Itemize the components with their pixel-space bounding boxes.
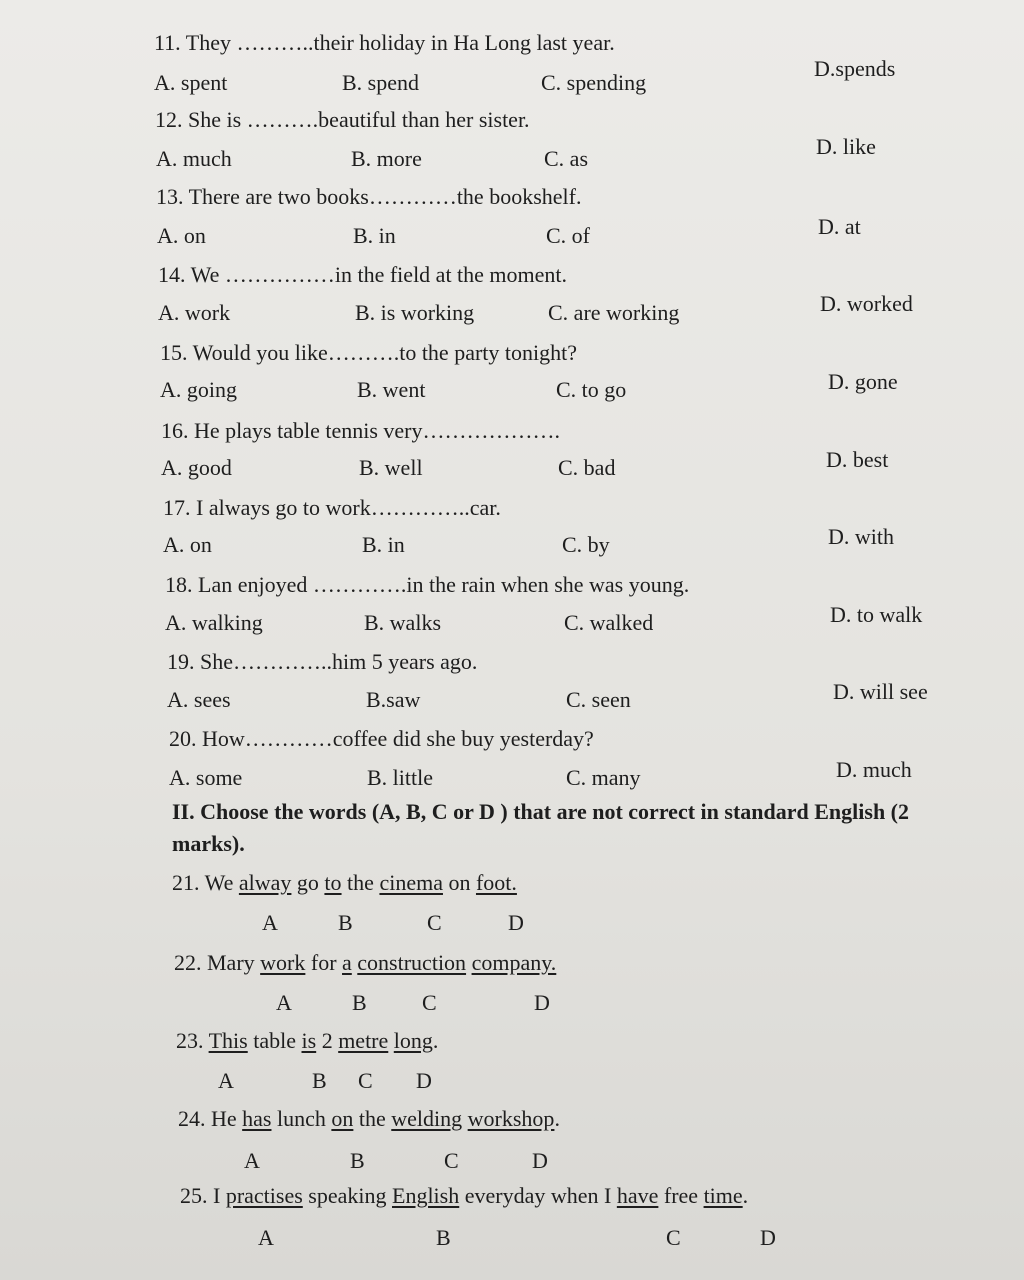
- question-19-stem: 19. She…………..him 5 years ago.: [167, 649, 478, 674]
- question-22-sentence: [174, 950, 556, 976]
- question-14-option-d: D. worked: [820, 291, 913, 316]
- question-24-letter-a: A: [244, 1148, 260, 1173]
- question-16-option-c: C. bad: [558, 455, 616, 480]
- question-17-option-b: B. in: [362, 532, 405, 557]
- question-18-stem: 18. Lan enjoyed ………….in the rain when she was young.: [165, 572, 690, 597]
- underlined-word: a: [342, 950, 352, 975]
- question-15-option-a: A. going: [160, 377, 237, 402]
- question-12-option-c: C. as: [544, 146, 588, 171]
- underlined-word: has: [242, 1106, 272, 1131]
- sentence-text: speaking: [302, 1183, 392, 1208]
- question-13-stem: 13. There are two books…………the bookshelf.: [156, 184, 582, 209]
- sentence-text: 2: [316, 1028, 339, 1053]
- question-16-option-d: D. best: [826, 447, 889, 472]
- question-11-stem: 11. They ………..their holiday in Ha Long last year.: [154, 30, 615, 55]
- question-12-option-b: B. more: [351, 146, 422, 171]
- question-16-option-b: B. well: [359, 455, 423, 480]
- question-25-sentence: [180, 1183, 748, 1209]
- question-18-option-b: B. walks: [364, 610, 441, 635]
- underlined-word: foot.: [475, 870, 517, 895]
- question-17-option-c: C. by: [562, 532, 610, 557]
- question-15-option-d: D. gone: [828, 369, 898, 394]
- question-20-option-a: A. some: [169, 765, 243, 790]
- sentence-text: free: [658, 1183, 704, 1208]
- question-14-option-a: A. work: [158, 300, 231, 325]
- section-2-heading: II. Choose the words (A, B, C or D ) that are not correct in standard English (2 marks).: [172, 799, 909, 856]
- sentence-text: the: [353, 1106, 392, 1131]
- underlined-word: English: [392, 1183, 460, 1208]
- question-23-letter-d: D: [416, 1068, 432, 1093]
- question-25-letter-b: B: [436, 1225, 451, 1250]
- question-23-letter-c: C: [358, 1068, 373, 1093]
- underlined-word: to: [324, 870, 342, 895]
- sentence-text: on: [442, 870, 476, 895]
- question-18-option-a: A. walking: [165, 610, 263, 635]
- question-21-sentence: [172, 870, 517, 896]
- question-12-option-d: D. like: [816, 134, 876, 159]
- underlined-word: time: [703, 1183, 743, 1208]
- question-13-option-c: C. of: [546, 223, 590, 248]
- question-13-option-d: D. at: [818, 214, 861, 239]
- question-21-letter-c: C: [427, 910, 442, 935]
- sentence-text: Mary: [207, 950, 261, 975]
- question-20-option-b: B. little: [367, 765, 433, 790]
- underlined-word: welding: [391, 1106, 463, 1131]
- underlined-word: practises: [225, 1183, 303, 1208]
- question-number: 24.: [178, 1106, 211, 1131]
- question-23-sentence: [176, 1028, 438, 1054]
- question-19-option-a: A. sees: [167, 687, 231, 712]
- question-22-letter-c: C: [422, 990, 437, 1015]
- question-24-letter-d: D: [532, 1148, 548, 1173]
- question-21-letter-a: A: [262, 910, 278, 935]
- question-24-letter-c: C: [444, 1148, 459, 1173]
- question-number: 21.: [172, 870, 205, 895]
- question-22-letter-a: A: [276, 990, 292, 1015]
- question-number: 25.: [180, 1183, 213, 1208]
- underlined-word: on: [331, 1106, 354, 1131]
- sentence-text: the: [341, 870, 380, 895]
- question-19-option-c: C. seen: [566, 687, 631, 712]
- question-12-stem: 12. She is ……….beautiful than her sister.: [155, 107, 530, 132]
- question-15-option-c: C. to go: [556, 377, 627, 402]
- underlined-word: long: [393, 1028, 433, 1053]
- question-20-stem: 20. How…………coffee did she buy yesterday?: [169, 726, 594, 751]
- question-21-letter-d: D: [508, 910, 524, 935]
- question-20-option-c: C. many: [566, 765, 641, 790]
- underlined-word: company.: [471, 950, 557, 975]
- question-22-letter-b: B: [352, 990, 367, 1015]
- question-20-option-d: D. much: [836, 757, 912, 782]
- question-25-letter-c: C: [666, 1225, 681, 1250]
- question-16-option-a: A. good: [161, 455, 232, 480]
- question-19-option-d: D. will see: [833, 679, 928, 704]
- underlined-word: alway: [238, 870, 292, 895]
- question-15-option-b: B. went: [357, 377, 426, 402]
- sentence-text: .: [432, 1028, 439, 1053]
- underlined-word: metre: [338, 1028, 389, 1053]
- question-18-option-c: C. walked: [564, 610, 654, 635]
- question-17-option-a: A. on: [163, 532, 212, 557]
- question-16-stem: 16. He plays table tennis very……………….: [161, 418, 560, 443]
- question-18-option-d: D. to walk: [830, 602, 923, 627]
- underlined-word: This: [208, 1028, 248, 1053]
- sentence-text: go: [291, 870, 325, 895]
- question-25-letter-d: D: [760, 1225, 776, 1250]
- question-14-option-c: C. are working: [548, 300, 680, 325]
- sentence-text: He: [211, 1106, 243, 1131]
- question-19-option-b: B.saw: [366, 687, 421, 712]
- question-17-stem: 17. I always go to work…………..car.: [163, 495, 501, 520]
- question-25-letter-a: A: [258, 1225, 274, 1250]
- question-24-sentence: [178, 1106, 560, 1132]
- underlined-word: have: [616, 1183, 659, 1208]
- question-17-option-d: D. with: [828, 524, 894, 549]
- underlined-word: is: [301, 1028, 317, 1053]
- underlined-word: work: [260, 950, 306, 975]
- question-23-letter-a: A: [218, 1068, 234, 1093]
- question-number: 22.: [174, 950, 207, 975]
- question-12-option-a: A. much: [156, 146, 232, 171]
- question-11-option-a: A. spent: [154, 70, 228, 95]
- sentence-text: We: [204, 870, 239, 895]
- underlined-word: construction: [357, 950, 467, 975]
- sentence-text: table: [247, 1028, 302, 1053]
- sentence-text: .: [742, 1183, 749, 1208]
- question-11-option-d: D.spends: [814, 56, 896, 81]
- underlined-word: workshop: [467, 1106, 555, 1131]
- underlined-word: cinema: [379, 870, 443, 895]
- sentence-text: for: [305, 950, 343, 975]
- sentence-text: .: [554, 1106, 560, 1131]
- question-13-option-b: B. in: [353, 223, 396, 248]
- sentence-text: everyday when I: [459, 1183, 617, 1208]
- question-15-stem: 15. Would you like……….to the party tonight?: [160, 340, 578, 365]
- sentence-text: lunch: [271, 1106, 332, 1131]
- question-11-option-b: B. spend: [342, 70, 419, 95]
- question-21-letter-b: B: [338, 910, 353, 935]
- question-14-option-b: B. is working: [355, 300, 475, 325]
- question-11-option-c: C. spending: [541, 70, 647, 95]
- question-24-letter-b: B: [350, 1148, 365, 1173]
- question-number: 23.: [176, 1028, 209, 1053]
- sentence-text: I: [213, 1183, 226, 1208]
- question-13-option-a: A. on: [157, 223, 206, 248]
- question-22-letter-d: D: [534, 990, 550, 1015]
- question-23-letter-b: B: [312, 1068, 327, 1093]
- question-14-stem: 14. We ……………in the field at the moment.: [158, 262, 568, 287]
